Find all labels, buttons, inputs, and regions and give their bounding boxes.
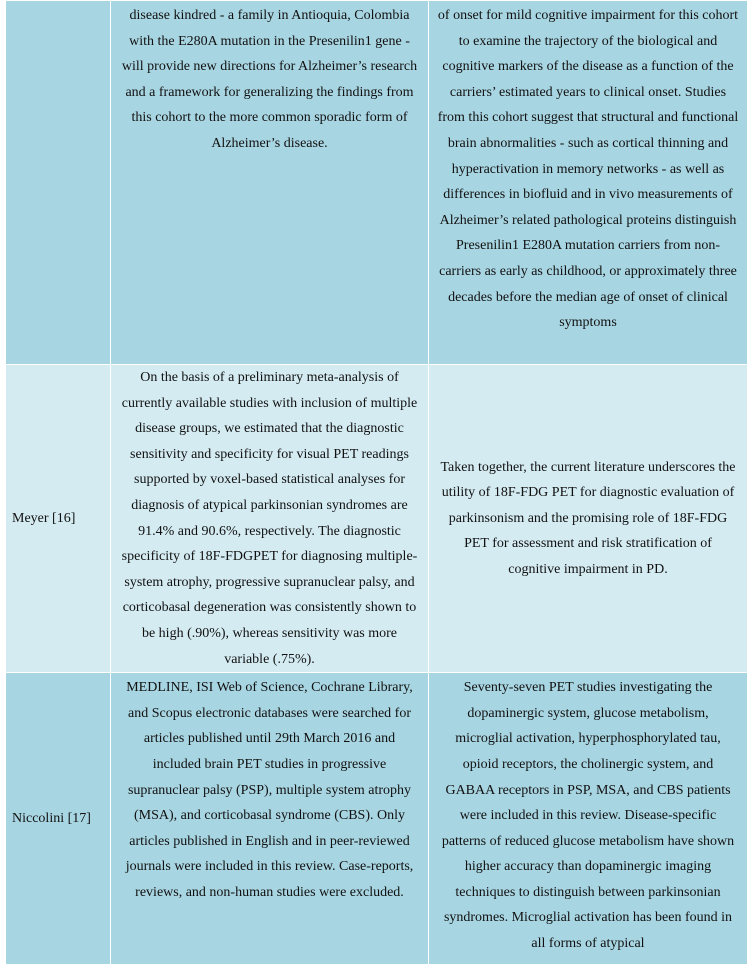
- literature-review-table: [5, 0, 748, 965]
- table-row: [6, 673, 748, 965]
- results-cell: of onset for mild cognitive impairment for this cohort to examine the trajectory of the biological and cognitive markers of the disease as a function of the carriers’ estimated years to clinical onset. Studies from this cohort suggest that structural and functional brain abnormalities - such as cortical thinning and hyperactivation in memory networks - as well as differences in biofluid and in vivo measurements of Alzheimer’s related pathological proteins distinguish Presenilin1 E280A mutation carriers from non-carriers as early as childhood, or approximately three decades before the median age of onset of clinical symptoms: [429, 1, 748, 365]
- author-cell: [6, 1, 111, 365]
- author-cell: Niccolini [17]: [6, 673, 111, 965]
- author-cell: Meyer [16]: [6, 365, 111, 673]
- results-cell: Taken together, the current literature underscores the utility of 18F-FDG PET for diagnostic evaluation of parkinsonism and the promising role of 18F-FDG PET for assessment and risk stratification of cognitive impairment in PD.: [429, 365, 748, 673]
- methods-cell: MEDLINE, ISI Web of Science, Cochrane Library, and Scopus electronic databases were searched for articles published until 29th March 2016 and included brain PET studies in progressive supranuclear palsy (PSP), multiple system atrophy (MSA), and corticobasal syndrome (CBS). Only articles published in English and in peer-reviewed journals were included in this review. Case-reports, reviews, and non-human studies were excluded.: [111, 673, 429, 965]
- methods-cell: disease kindred - a family in Antioquia, Colombia with the E280A mutation in the Presenilin1 gene - will provide new directions for Alzheimer’s research and a framework for generalizing the findings from this cohort to the more common sporadic form of Alzheimer’s disease.: [111, 1, 429, 365]
- table-row: [6, 1, 748, 365]
- table-row: [6, 365, 748, 673]
- methods-cell: On the basis of a preliminary meta-analysis of currently available studies with inclusion of multiple disease groups, we estimated that the diagnostic sensitivity and specificity for visual PET readings supported by voxel-based statistical analyses for diagnosis of atypical parkinsonian syndromes are 91.4% and 90.6%, respectively. The diagnostic specificity of 18F-FDGPET for diagnosing multiple-system atrophy, progressive supranuclear palsy, and corticobasal degeneration was consistently shown to be high (.90%), whereas sensitivity was more variable (.75%).: [111, 365, 429, 673]
- results-cell: Seventy-seven PET studies investigating the dopaminergic system, glucose metabolism, microglial activation, hyperphosphorylated tau, opioid receptors, the cholinergic system, and GABAA receptors in PSP, MSA, and CBS patients were included in this review. Disease-specific patterns of reduced glucose metabolism have shown higher accuracy than dopaminergic imaging techniques to distinguish between parkinsonian syndromes. Microglial activation has been found in all forms of atypical: [429, 673, 748, 965]
